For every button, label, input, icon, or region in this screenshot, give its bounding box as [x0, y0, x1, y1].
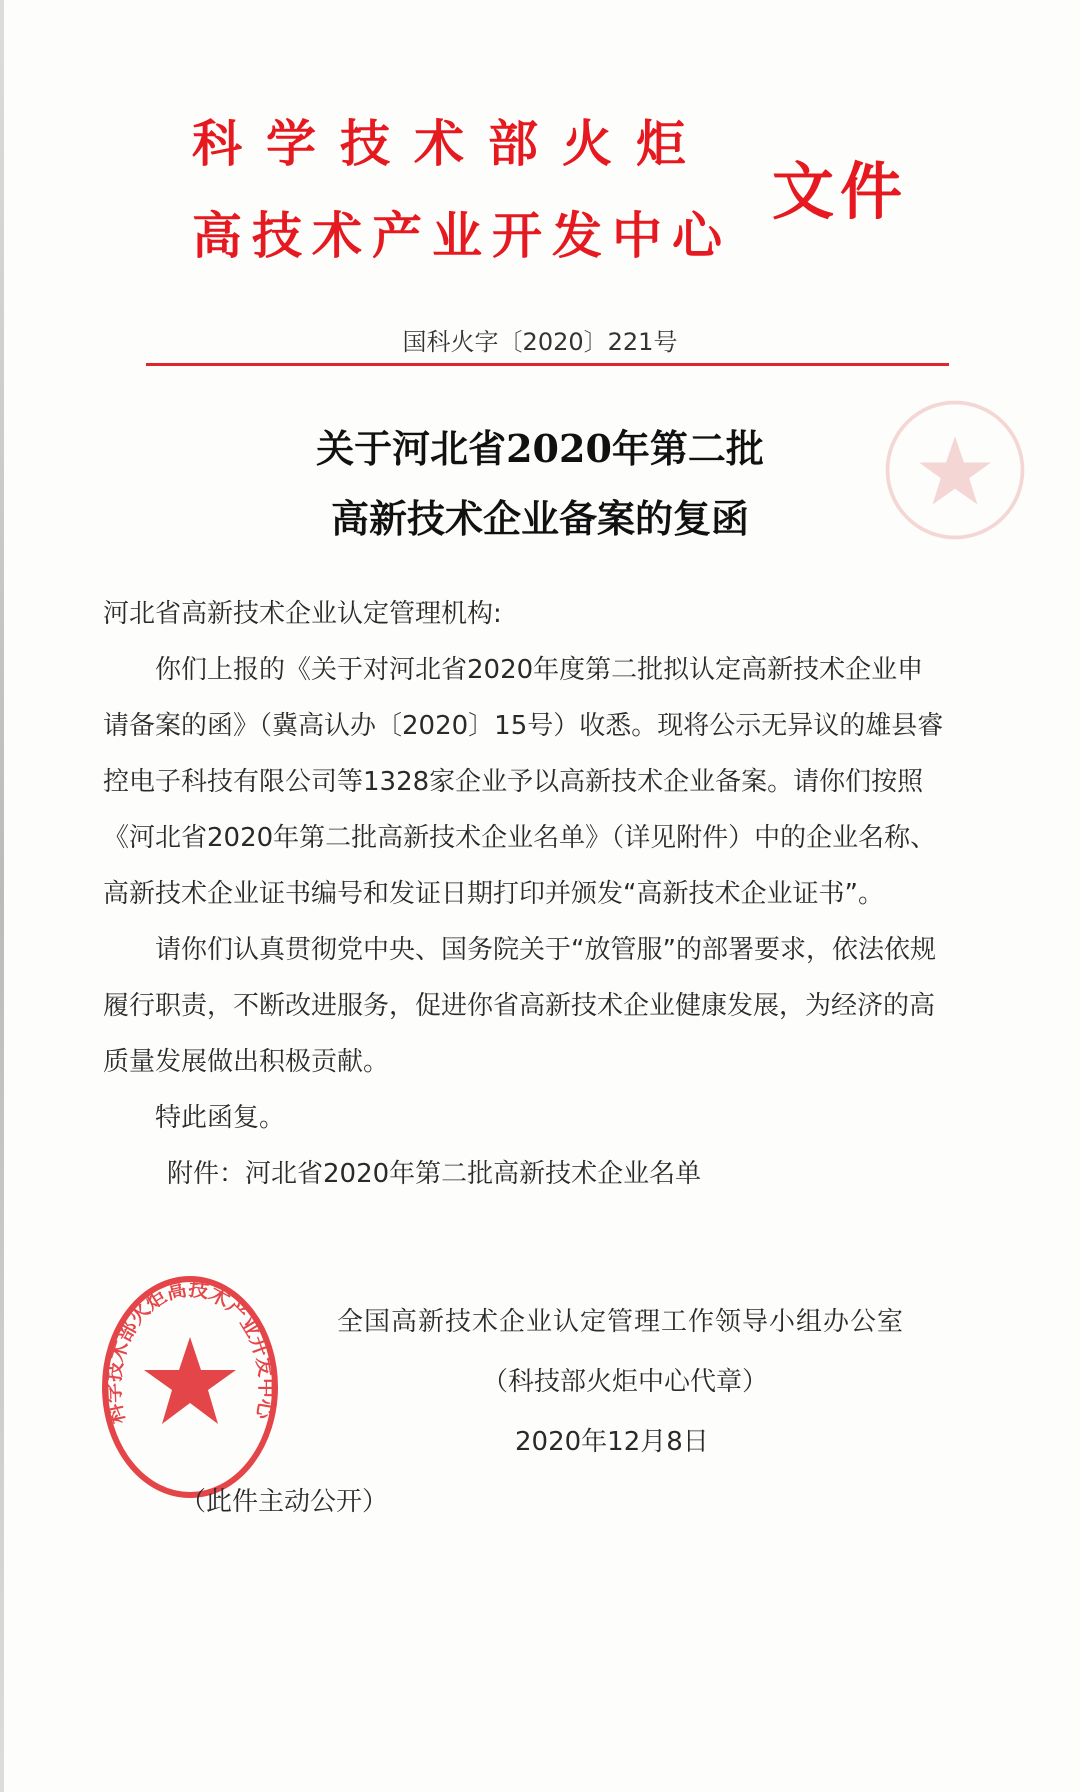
- header-org-line2: 高技术产业开发中心: [192, 206, 732, 265]
- issuer: 全国高新技术企业认定管理工作领导小组办公室: [337, 1307, 905, 1337]
- paragraph: 你们上报的《关于对河北省2020年度第二批拟认定高新技术企业申请备案的函》（冀高认办〔2020〕15号）收悉。现将公示无异议的雄县睿控电子科技有限公司等1328家企业予以高新技术企业备案。请你们按照《河北省2020年第二批高新技术企业名单》（详见附件）中的企业名称、高新技术企业证书编号和发证日期打印并颁发“高新技术企业证书”。: [103, 655, 944, 909]
- header-org-line1: 科学技术部火炬: [192, 114, 710, 173]
- document-number: 国科火字〔2020〕221号: [402, 328, 678, 356]
- closing: 特此函复。: [155, 1103, 286, 1133]
- seal-note: （科技部火炬中心代章）: [482, 1367, 769, 1397]
- seal-text: 科学技术部火炬高技术产业开发中心: [100, 1276, 280, 1427]
- title-line1: 关于河北省2020年第二批: [316, 426, 764, 471]
- disclosure-note: （此件主动公开）: [180, 1487, 389, 1517]
- salutation: 河北省高新技术企业认定管理机构:: [103, 599, 502, 629]
- letter-body: [100, 586, 948, 1532]
- red-divider: [146, 363, 949, 366]
- paragraph: 请你们认真贯彻党中央、国务院关于“放管服”的部署要求，依法依规履行职责，不断改进服务，促进你省高新技术企业健康发展，为经济的高质量发展做出积极贡献。: [103, 935, 936, 1077]
- title-line2: 高新技术企业备案的复函: [330, 496, 750, 541]
- header-doc-type: 文件: [772, 155, 909, 228]
- faint-seal-imprint: [880, 395, 1030, 545]
- attachment-line: 附件：河北省2020年第二批高新技术企业名单: [167, 1159, 702, 1189]
- signature-block: [103, 1292, 948, 1532]
- issue-date: 2020年12月8日: [515, 1427, 709, 1457]
- scan-edge: [0, 0, 4, 1792]
